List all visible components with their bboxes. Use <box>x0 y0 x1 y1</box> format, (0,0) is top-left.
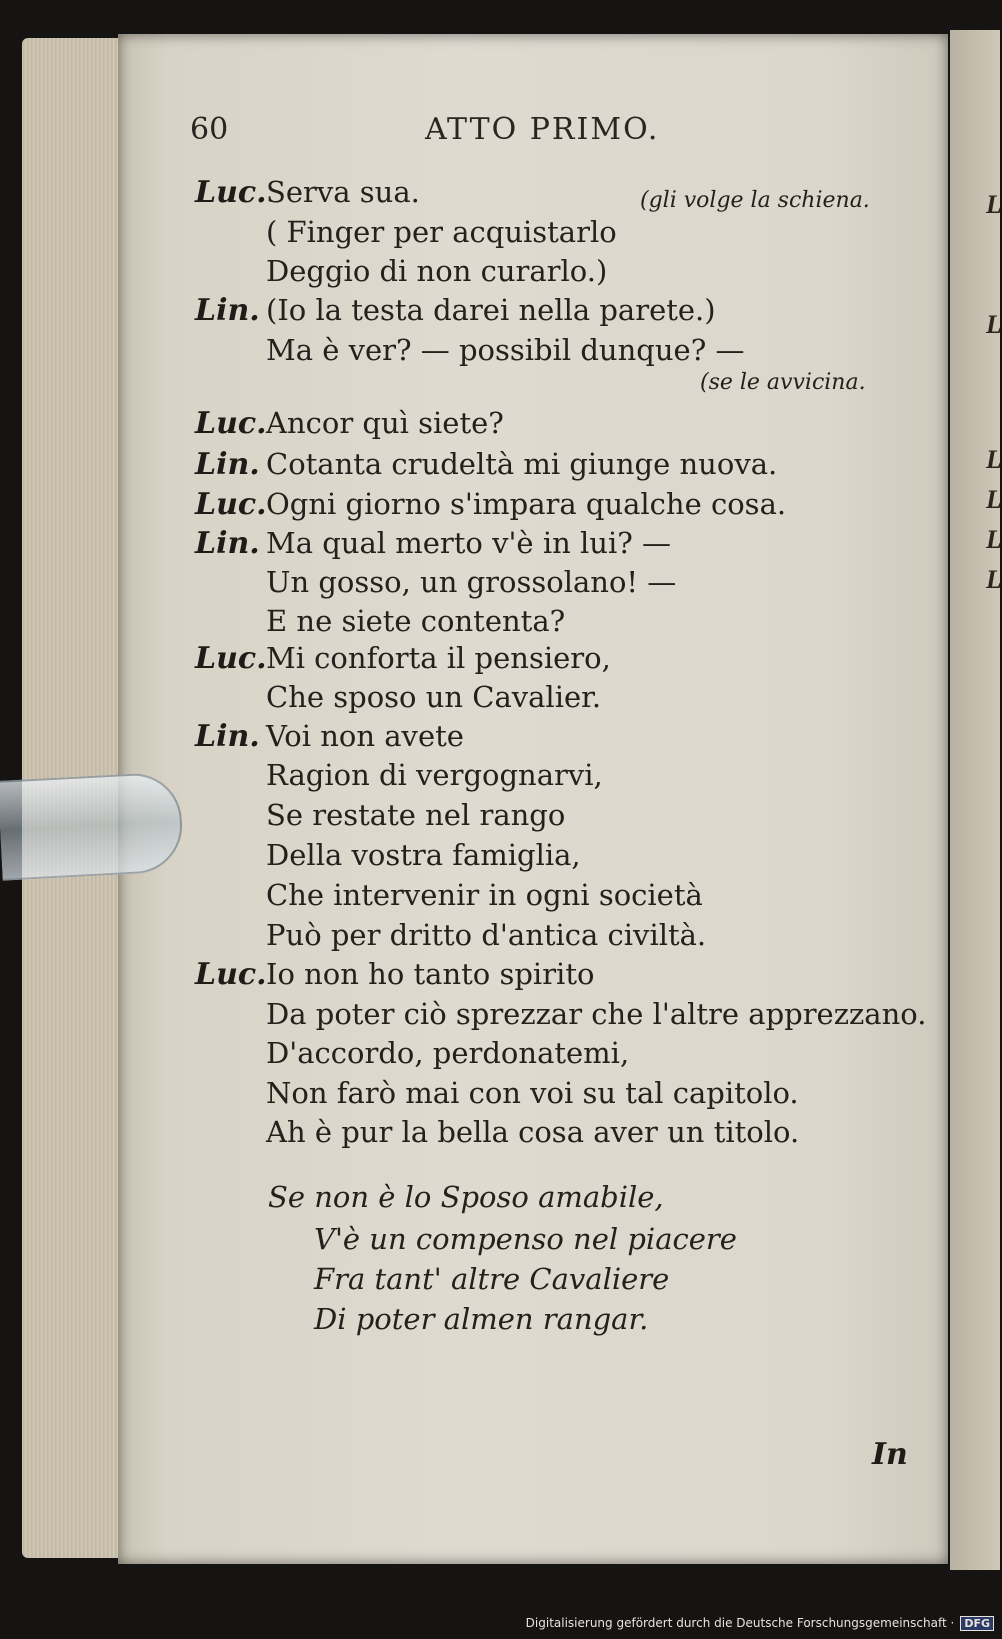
speaker-label: Lin. <box>195 293 260 328</box>
speaker-label: Lin. <box>195 447 260 482</box>
facing-page-fragment: L <box>986 565 1002 594</box>
facing-page-fragment: L <box>986 525 1002 554</box>
dfg-logo: DFG <box>960 1616 994 1631</box>
speaker-label: Luc. <box>195 175 267 210</box>
dialogue-line: Ragion di vergognarvi, <box>266 758 603 792</box>
dialogue-line: Della vostra famiglia, <box>266 838 581 872</box>
dialogue-line: Che sposo un Cavalier. <box>266 680 602 714</box>
dialogue-line: Un gosso, un grossolano! — <box>266 565 677 599</box>
dialogue-line: Può per dritto d'antica civiltà. <box>266 918 707 952</box>
page-number: 60 <box>190 112 229 147</box>
facing-page-fragment: L <box>986 485 1002 514</box>
stage-direction: (se le avvicina. <box>700 370 866 395</box>
dialogue-line: Ma qual merto v'è in lui? — <box>266 526 671 560</box>
aria-line: Di poter almen rangar. <box>314 1302 649 1336</box>
dialogue-line: Ah è pur la bella cosa aver un titolo. <box>266 1115 800 1149</box>
dialogue-line: Ancor quì siete? <box>266 406 504 440</box>
dialogue-line: Non farò mai con voi su tal capitolo. <box>266 1076 799 1110</box>
facing-page-fragment: L <box>986 310 1002 339</box>
dialogue-line: Che intervenir in ogni società <box>266 878 703 912</box>
speaker-label: Luc. <box>195 957 267 992</box>
dialogue-line: Serva sua. <box>266 175 420 209</box>
facing-page-fragment: L <box>986 445 1002 474</box>
aria-line: Fra tant' altre Cavaliere <box>314 1262 670 1296</box>
speaker-label: Luc. <box>195 487 267 522</box>
footer-text: Digitalisierung gefördert durch die Deutsche Forschungsgemeinschaft · <box>525 1616 955 1630</box>
dialogue-line: Mi conforta il pensiero, <box>266 641 611 675</box>
catchword: In <box>872 1437 908 1472</box>
dialogue-line: Voi non avete <box>266 719 464 753</box>
dialogue-line: Io non ho tanto spirito <box>266 957 595 991</box>
speaker-label: Luc. <box>195 406 267 441</box>
footer-credit <box>526 1611 994 1635</box>
stage-direction: (gli volge la schiena. <box>640 188 870 213</box>
speaker-label: Lin. <box>195 526 260 561</box>
dialogue-line: Se restate nel rango <box>266 798 566 832</box>
dialogue-line: Ogni giorno s'impara qualche cosa. <box>266 487 787 521</box>
dialogue-line: Da poter ciò sprezzar che l'altre apprezzano. <box>266 997 927 1031</box>
dialogue-line: (Io la testa darei nella parete.) <box>266 293 716 327</box>
dialogue-line: ( Finger per acquistarlo <box>266 215 617 249</box>
facing-page-edge <box>950 30 1000 1570</box>
aria-line: V'è un compenso nel piacere <box>314 1222 737 1256</box>
dialogue-line: D'accordo, perdonatemi, <box>266 1036 630 1070</box>
speaker-label: Luc. <box>195 641 267 676</box>
aria-line: Se non è lo Sposo amabile, <box>268 1180 664 1214</box>
speaker-label: Lin. <box>195 719 260 754</box>
page-clip <box>0 771 184 880</box>
dialogue-line: Cotanta crudeltà mi giunge nuova. <box>266 447 778 481</box>
dialogue-line: Ma è ver? — possibil dunque? — <box>266 333 745 367</box>
dialogue-line: Deggio di non curarlo.) <box>266 254 608 288</box>
facing-page-fragment: L <box>986 190 1002 219</box>
dialogue-line: E ne siete contenta? <box>266 604 566 638</box>
running-title: ATTO PRIMO. <box>425 112 660 147</box>
